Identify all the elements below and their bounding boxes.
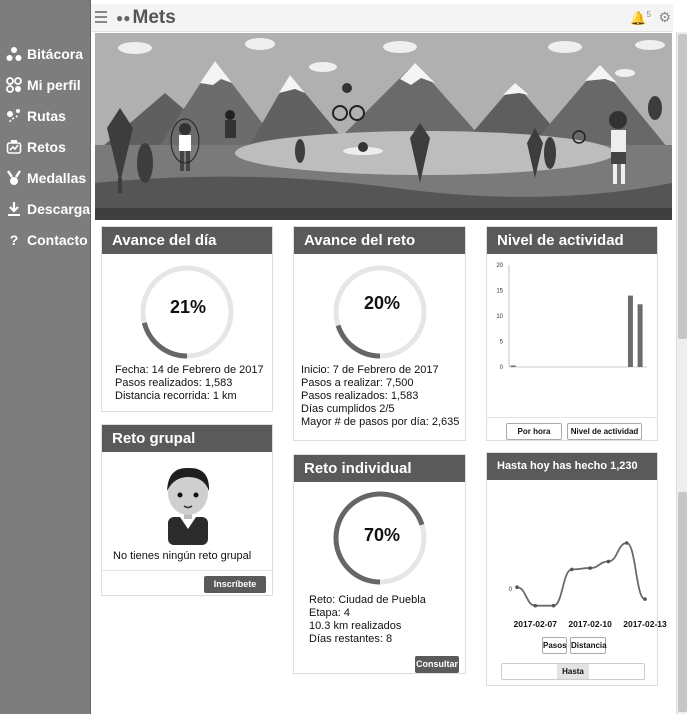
y-tick-label: 20 <box>496 263 503 269</box>
medal-icon <box>5 169 23 187</box>
sidebar-item-label: Medallas <box>27 169 87 186</box>
footprints-icon: ●● <box>116 11 131 25</box>
x-tick-label: 2017-02-10 <box>568 619 612 629</box>
notifications-count: 5 <box>646 10 651 19</box>
sidebar-item-label: Descarga <box>27 200 91 217</box>
gear-icon[interactable]: ⚙ <box>658 9 671 25</box>
individual-challenge-card <box>293 454 466 674</box>
avatar <box>158 463 218 545</box>
steps-button[interactable]: Pasos <box>542 637 567 654</box>
card-title: Reto individual <box>294 455 465 482</box>
card-title: Avance del día <box>102 227 272 254</box>
sidebar-item-mi-perfil[interactable] <box>0 69 91 100</box>
daily-distance: Distancia recorrida: 1 km <box>115 390 237 402</box>
hero-banner-illustration <box>95 33 672 220</box>
bell-icon: 🔔 <box>630 10 647 26</box>
app-logo[interactable] <box>116 7 176 29</box>
x-tick-label: 2017-02-07 <box>513 619 558 629</box>
sidebar-item-descarga[interactable] <box>0 193 91 224</box>
days-remaining: Días restantes: 8 <box>309 633 393 645</box>
activity-level-card <box>486 226 658 441</box>
history-card <box>486 452 667 686</box>
top-bar <box>91 4 673 32</box>
scrollbar-thumb[interactable] <box>678 34 687 339</box>
y-tick-label: 15 <box>496 288 503 295</box>
signup-button[interactable]: Inscríbete <box>204 576 266 593</box>
individual-challenge-percent: 70% <box>363 525 401 545</box>
data-point <box>588 566 592 570</box>
basic-challenge-card <box>293 226 466 441</box>
days-completed: Días cumplidos 2/5 <box>301 403 395 415</box>
data-point <box>643 597 647 601</box>
data-label: 0 <box>508 587 512 594</box>
activity-bar-chart <box>487 257 659 377</box>
card-title: Avance del reto básico <box>294 227 465 254</box>
bar <box>638 304 643 367</box>
series-line <box>517 543 645 606</box>
consult-button[interactable]: Consultar <box>415 656 459 673</box>
sidebar-item-retos[interactable] <box>0 131 91 162</box>
steps-to-do: Pasos a realizar: 7,500 <box>301 377 414 389</box>
data-point <box>570 568 574 572</box>
download-icon <box>5 200 23 218</box>
sidebar-item-medallas[interactable] <box>0 162 91 193</box>
data-point <box>607 560 611 564</box>
data-point <box>625 541 629 545</box>
challenge-stage: Etapa: 4 <box>309 607 350 619</box>
route-icon <box>5 107 23 125</box>
distance-button[interactable]: Distancia <box>570 637 606 654</box>
data-point <box>515 585 519 589</box>
until-range-slider[interactable] <box>501 663 645 680</box>
sidebar-item-bitacora[interactable] <box>0 38 91 69</box>
sidebar <box>0 0 91 714</box>
group-challenge-message: No tienes ningún reto grupal <box>113 550 252 562</box>
daily-progress-percent: 21% <box>169 297 207 317</box>
y-tick-label: 5 <box>499 339 503 346</box>
steps-done: Pasos realizados: 1,583 <box>301 390 419 402</box>
bar <box>511 365 516 367</box>
daily-steps: Pasos realizados: 1,583 <box>115 377 233 389</box>
sidebar-item-label: Mi perfil <box>27 76 81 93</box>
sidebar-item-label: Rutas <box>27 107 66 124</box>
group-challenge-card <box>101 424 273 596</box>
bar <box>628 296 633 367</box>
per-hour-button[interactable]: Por hora <box>506 423 562 440</box>
activity-level-button[interactable]: Nivel de actividad <box>567 423 642 440</box>
question-icon: ? <box>9 231 19 248</box>
card-title: Reto grupal <box>102 425 272 452</box>
card-title: Nivel de actividad <box>487 227 657 254</box>
sidebar-item-label: Retos <box>27 138 66 155</box>
sidebar-item-label: Bitácora <box>27 45 84 62</box>
sidebar-item-rutas[interactable] <box>0 100 91 131</box>
max-steps-per-day: Mayor # de pasos por día: 2,635 <box>301 416 460 428</box>
x-tick-label: 2017-02-13 <box>623 619 667 629</box>
daily-progress-card <box>101 226 273 412</box>
data-point <box>533 604 537 608</box>
sidebar-item-contacto[interactable] <box>0 224 91 255</box>
challenge-icon <box>5 138 23 156</box>
hamburger-menu-icon[interactable] <box>95 11 107 23</box>
data-point <box>552 604 556 608</box>
vertical-scrollbar[interactable] <box>676 32 687 714</box>
notifications-button[interactable] <box>630 10 651 26</box>
until-label: Hasta <box>557 664 589 679</box>
km-done: 10.3 km realizados <box>309 620 402 632</box>
sidebar-item-label: Contacto <box>27 231 88 248</box>
challenge-start: Inicio: 7 de Febrero de 2017 <box>301 364 439 376</box>
history-line-chart <box>487 523 667 633</box>
daily-date: Fecha: 14 de Febrero de 2017 <box>115 364 264 376</box>
basic-challenge-percent: 20% <box>363 293 401 313</box>
profile-icon <box>5 76 23 94</box>
y-tick-label: 10 <box>496 314 503 320</box>
y-tick-label: 0 <box>499 365 503 371</box>
app-logo-text: Mets <box>132 7 176 28</box>
logbook-icon <box>5 45 23 63</box>
scrollbar-track-segment <box>678 492 687 712</box>
challenge-name: Reto: Ciudad de Puebla <box>309 594 426 606</box>
card-title: Hasta hoy has hecho 1,230 <box>487 453 657 480</box>
